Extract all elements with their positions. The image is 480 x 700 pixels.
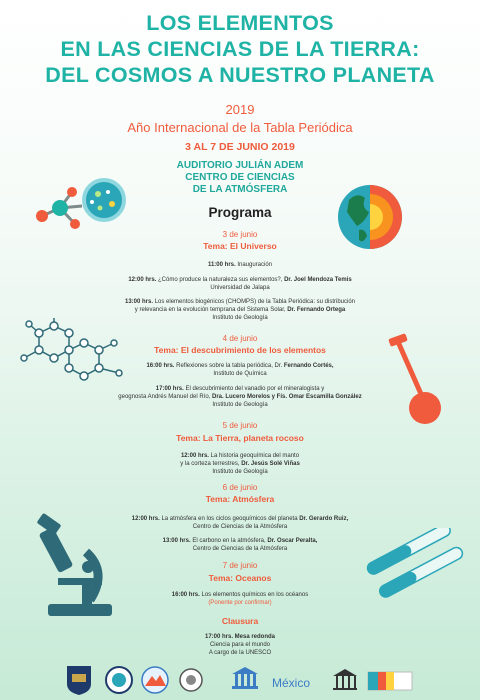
event-item (0, 452, 480, 476)
clausura-time: 17:00 hrs. Mesa redonda (204, 634, 276, 640)
event-speaker: Dr. Joel Mendoza Temis (284, 277, 352, 283)
event-dates: 3 AL 7 DE JUNIO 2019 (185, 141, 295, 153)
event-text: Los elementos químicos en los océanos (201, 592, 309, 598)
event-item (0, 515, 480, 531)
event-affiliation: Instituto de Química (213, 371, 267, 377)
event-time: 11:00 hrs. (207, 262, 236, 268)
event-affiliation: Centro de Ciencias de la Atmósfera (192, 524, 288, 530)
event-time: 17:00 hrs. (155, 386, 184, 392)
event-item (0, 537, 480, 553)
subtitle: Año Internacional de la Tabla Periódica (127, 120, 353, 135)
event-speaker: Fernando Cortés, (283, 363, 334, 369)
event-item (0, 362, 480, 378)
day-date: 7 de junio (222, 561, 258, 570)
event-speaker: Dra. Lucero Morelos y Fís. Omar Escamilla González (212, 394, 362, 400)
event-time: 12:00 hrs. (128, 277, 157, 283)
event-text: Los elementos biogénicos (CHOMPS) de la Tabla Periódica: su distribución (154, 299, 356, 305)
event-speaker: Dr. Oscar Peralta, (267, 538, 318, 544)
day-date: 3 de junio (222, 230, 258, 239)
event-item (0, 591, 480, 607)
event-speaker: Dr. Gerardo Ruiz, (299, 516, 349, 522)
event-text: Reflexiones sobre la tabla periódica, Dr. (176, 363, 283, 369)
programa-heading: Programa (208, 205, 272, 220)
title-line-2: EN LAS CIENCIAS DE LA TIERRA: (60, 37, 420, 61)
venue-line-3: DE LA ATMÓSFERA (192, 184, 288, 195)
clausura-heading: Clausura (221, 616, 259, 626)
event-text: geognosta Andrés Manuel del Río, (118, 394, 211, 400)
event-text: Inauguración (237, 262, 273, 268)
iypt-logo (366, 664, 414, 696)
unam-logo (64, 664, 94, 696)
day-theme: Tema: La Tierra, planeta rocoso (176, 433, 304, 443)
day-theme: Tema: El Universo (203, 241, 277, 251)
event-time: 12:00 hrs. (131, 516, 160, 522)
event-affiliation: Universidad de Jalapa (210, 285, 270, 291)
event-affiliation: Centro de Ciencias de la Atmósfera (192, 546, 288, 552)
event-text: y la corteza terrestres, (180, 461, 240, 467)
clausura-line-2: A cargo de la UNESCO (208, 650, 272, 656)
event-time: 13:00 hrs. (162, 538, 191, 544)
day-theme: Tema: Oceanos (208, 573, 272, 583)
day-theme: Tema: El descubrimiento de los elementos (154, 345, 326, 355)
day-date: 4 de junio (222, 334, 258, 343)
event-item (0, 385, 480, 409)
venue (0, 160, 480, 196)
event-text: El descubrimiento del vanadio por el mineralogista y (185, 386, 325, 392)
day-theme: Tema: Atmósfera (205, 494, 275, 504)
mountain-logo (140, 664, 170, 696)
unesco-logo (330, 664, 360, 696)
event-time: 13:00 hrs. (124, 299, 154, 305)
event-text: El carbono en la atmósfera, (192, 538, 266, 544)
event-time: 12:00 hrs. (180, 453, 209, 459)
day-date: 6 de junio (222, 483, 258, 492)
event-speaker: Dr. Fernando Ortega (287, 307, 346, 313)
event-item (0, 276, 480, 292)
event-time: 16:00 hrs. (171, 592, 200, 598)
event-text: y relevancia en la evolución temprana del Sistema Solar, (134, 307, 286, 313)
sponsor-logos (0, 664, 480, 698)
science-society-logo (104, 664, 134, 696)
event-item (0, 261, 480, 269)
event-affiliation: Instituto de Geología (212, 402, 268, 408)
event-text: La atmósfera en los ciclos geoquímicos del planeta (161, 516, 298, 522)
event-item (0, 298, 480, 322)
poster-title (0, 10, 480, 88)
clausura-details (0, 633, 480, 657)
mexico-logo-text: México (272, 676, 311, 690)
event-text: ¿Cómo produce la naturaleza sus elementos?, (158, 277, 283, 283)
venue-line-2: CENTRO DE CIENCIAS (185, 172, 295, 183)
event-text: La historia geoquímica del manto (210, 453, 300, 459)
title-line-1: LOS ELEMENTOS (146, 11, 334, 35)
venue-line-1: AUDITORIO JULIÁN ADEM (176, 160, 304, 171)
day-date: 5 de junio (222, 421, 258, 430)
title-line-3: DEL COSMOS A NUESTRO PLANETA (45, 63, 435, 87)
event-affiliation: Instituto de Geología (212, 315, 268, 321)
event-note: (Ponente por confirmar) (208, 600, 272, 606)
event-affiliation: Instituto de Geología (212, 469, 268, 475)
year: 2019 (225, 102, 255, 117)
event-time: 16:00 hrs. (146, 363, 175, 369)
clausura-line-1: Ciencia para el mundo (209, 642, 271, 648)
institute-emblem-logo (178, 664, 204, 696)
unesco-temple-logo (228, 664, 262, 696)
event-speaker: Dr. Jesús Solé Viñas (241, 461, 300, 467)
